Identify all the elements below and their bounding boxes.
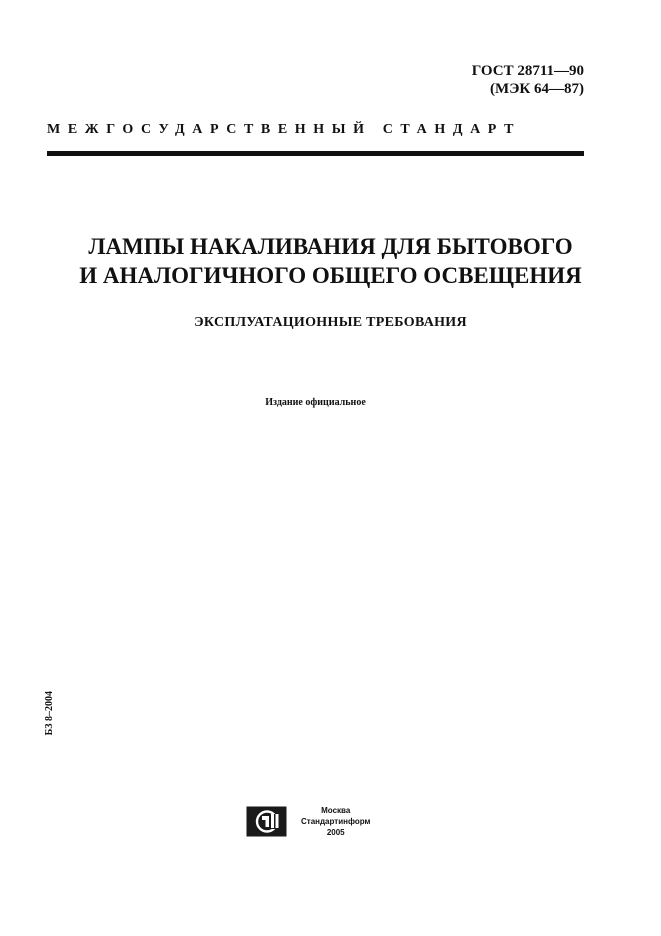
publisher-block (246, 805, 370, 838)
publisher-city: Москва (321, 806, 351, 815)
publisher-name: Стандартинформ (301, 817, 371, 826)
header-divider (47, 151, 584, 156)
side-note: БЗ 8–2004 (44, 691, 55, 736)
document-code-block (472, 62, 584, 98)
standartinform-logo-icon (246, 806, 287, 837)
document-title (0, 232, 661, 290)
gost-number: ГОСТ 28711—90 (471, 63, 584, 79)
iec-number: (МЭК 64—87) (490, 81, 584, 97)
standard-type-heading: МЕЖГОСУДАРСТВЕННЫЙ СТАНДАРТ (47, 122, 522, 137)
publisher-year: 2005 (326, 828, 345, 837)
publisher-text (301, 805, 370, 838)
title-line-2: И АНАЛОГИЧНОГО ОБЩЕГО ОСВЕЩЕНИЯ (79, 263, 582, 288)
document-subtitle: ЭКСПЛУАТАЦИОННЫЕ ТРЕБОВАНИЯ (194, 315, 467, 330)
edition-note: Издание официальное (265, 397, 366, 408)
title-line-1: ЛАМПЫ НАКАЛИВАНИЯ ДЛЯ БЫТОВОГО (88, 234, 573, 259)
